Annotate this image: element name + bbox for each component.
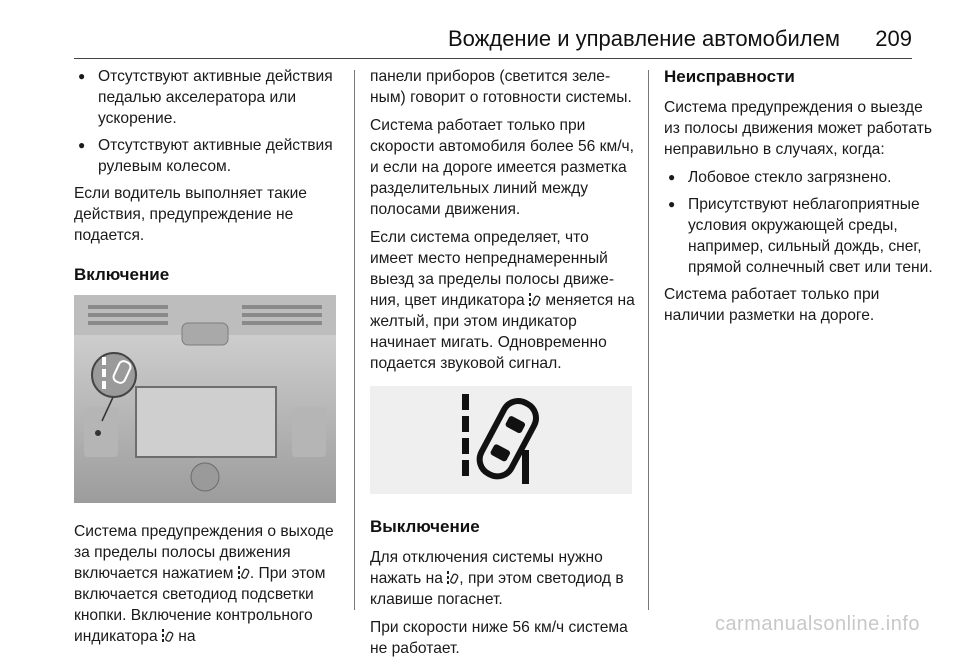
lane-departure-icon [162, 629, 174, 643]
heading-on: Включение [74, 265, 170, 284]
bullet-list-2 [664, 167, 934, 278]
paragraph: При скорости ниже 56 км/ч система не работает. [370, 619, 628, 657]
paragraph: Для отключения системы нужно нажать на , при этом светодиод в клавише погаснет. [370, 549, 624, 608]
page-number: 209 [875, 26, 912, 51]
column-1 [74, 66, 344, 654]
paragraph: Система работает только при скорости автомобиля более 56 км/ч, и если на дороге имеется разметка разделительных линий между полосами движения. [370, 117, 635, 218]
paragraph: Система предупреждения о выходе за пределы полосы движения включается нажатием . При этом включается светодиод подсветки кнопки. Включение контрольного индикатора на [74, 523, 334, 645]
header-divider [74, 58, 912, 59]
list-item: ● Присутствуют неблагоприятные условия окружающей среды, например, сильный дождь, снег, прямой солнечный свет или тени. [664, 194, 934, 278]
column-divider-1 [354, 70, 355, 610]
heading-malfunctions: Неисправности [664, 67, 795, 86]
lane-departure-symbol [370, 386, 632, 494]
watermark: carmanualsonline.info [714, 613, 920, 635]
paragraph: Система предупреждения о выезде из полосы движения может работать неправильно в случаях, когда: [664, 99, 932, 158]
list-item: ● Лобовое стекло загрязнено. [664, 167, 934, 188]
lane-departure-icon [529, 293, 541, 307]
paragraph: Если водитель выполняет такие действия, предупреждение не подается. [74, 185, 307, 244]
paragraph: панели приборов (светится зеленым) говорит о готовности системы. [370, 68, 632, 106]
column-3 [664, 66, 934, 333]
header-title: Вождение и управление автомобилем [447, 26, 840, 51]
bullet-list-1 [74, 66, 344, 177]
paragraph: Система работает только при наличии разметки на дороге. [664, 286, 880, 324]
lane-departure-icon [238, 566, 250, 580]
list-item: ● Отсутствуют активные действия рулевым колесом. [74, 135, 344, 177]
column-divider-2 [648, 70, 649, 610]
paragraph: Если система определяет, что имеет место непреднамеренный выезд за пределы полосы движения, цвет индикатора меняется на желтый, при этом индикатор начинает мигать. Одновременно подается звуковой сигнал. [370, 229, 635, 372]
page-header [0, 0, 960, 60]
lane-departure-icon [447, 571, 459, 585]
dashboard-illustration [74, 295, 336, 503]
heading-off: Выключение [370, 517, 480, 536]
list-item: ● Отсутствуют активные действия педалью акселератора или ускорение. [74, 66, 344, 129]
column-2 [370, 66, 636, 666]
